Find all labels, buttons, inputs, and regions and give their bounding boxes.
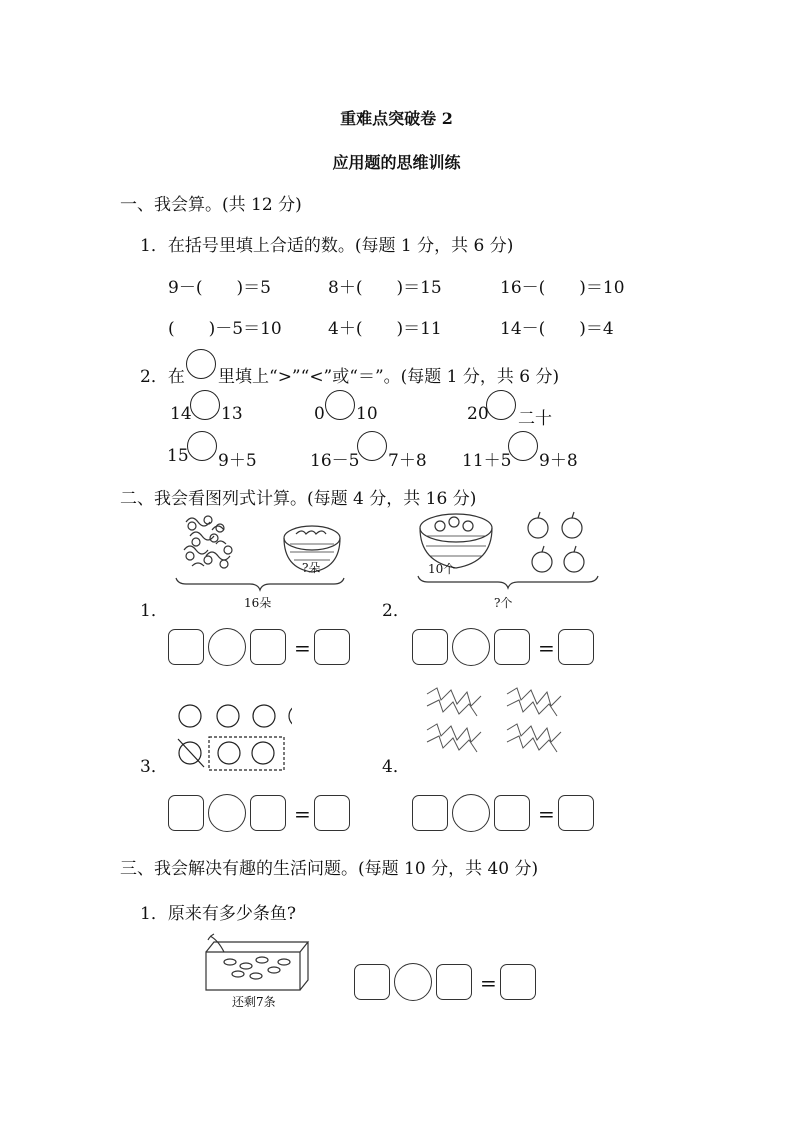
compare-circle[interactable] xyxy=(187,431,217,461)
problem-number: 1． xyxy=(140,601,168,621)
section-3-heading: 三、我会解决有趣的生活问题。(每题 10 分，共 40 分) xyxy=(120,859,539,879)
problem-number: 4． xyxy=(382,757,410,777)
question-1-prompt: 1．原来有多少条鱼? xyxy=(140,904,296,924)
apples-basket-picture xyxy=(414,506,599,606)
section-1-heading: 一、我会算。(共 12 分) xyxy=(120,195,302,215)
compare-left: 11＋5 xyxy=(462,451,512,471)
question-1-prompt: 1．在括号里填上合适的数。(每题 1 分，共 6 分) xyxy=(140,236,514,256)
result-box[interactable] xyxy=(558,629,594,665)
question-2-prompt-prefix: 2．在 xyxy=(140,367,185,387)
page-subtitle: 应用题的思维训练 xyxy=(332,153,461,172)
brace-label: 16朵 xyxy=(244,596,272,610)
section-2-heading: 二、我会看图列式计算。(每题 4 分，共 16 分) xyxy=(120,489,477,509)
fish-tank-picture xyxy=(200,930,310,996)
compare-left: 16－5 xyxy=(310,451,360,471)
compare-right: 二十 xyxy=(518,409,552,429)
compare-circle[interactable] xyxy=(508,431,538,461)
compare-left: 0 xyxy=(314,404,325,424)
problem-number: 2． xyxy=(382,601,410,621)
result-box[interactable] xyxy=(500,964,536,1000)
compare-left: 20 xyxy=(467,404,489,424)
answer-box[interactable] xyxy=(168,795,204,831)
operator-circle[interactable] xyxy=(452,628,490,666)
result-box[interactable] xyxy=(314,629,350,665)
brace-label: ?个 xyxy=(494,596,513,610)
equals-sign: = xyxy=(294,802,311,826)
answer-box[interactable] xyxy=(436,964,472,1000)
compare-circle[interactable] xyxy=(486,390,516,420)
compare-right: 9＋8 xyxy=(539,451,578,471)
answer-box[interactable] xyxy=(494,629,530,665)
equals-sign: = xyxy=(294,636,311,660)
fill-blank-item[interactable]: ( )－5＝10 xyxy=(168,319,282,339)
answer-box[interactable] xyxy=(250,795,286,831)
fill-blank-item[interactable]: 9－( )＝5 xyxy=(168,278,271,298)
compare-right: 13 xyxy=(221,404,243,424)
question-2-prompt-suffix: 里填上“>”“<”或“＝”。(每题 1 分，共 6 分) xyxy=(218,367,560,387)
result-box[interactable] xyxy=(558,795,594,831)
items-picture xyxy=(425,686,575,766)
crossed-circles-picture xyxy=(172,734,292,774)
compare-left: 15 xyxy=(167,446,189,466)
answer-box[interactable] xyxy=(412,629,448,665)
image-caption: 还剩7条 xyxy=(232,995,276,1009)
fill-blank-item[interactable]: 8＋( )＝15 xyxy=(328,278,442,298)
compare-circle-example xyxy=(186,349,216,379)
compare-right: 10 xyxy=(356,404,378,424)
problem-number: 3． xyxy=(140,757,168,777)
answer-box[interactable] xyxy=(354,964,390,1000)
fill-blank-item[interactable]: 16－( )＝10 xyxy=(500,278,625,298)
answer-box[interactable] xyxy=(412,795,448,831)
flowers-basket-picture xyxy=(172,508,352,608)
answer-box[interactable] xyxy=(494,795,530,831)
compare-circle[interactable] xyxy=(357,431,387,461)
compare-right: 7＋8 xyxy=(388,451,427,471)
operator-circle[interactable] xyxy=(208,628,246,666)
answer-box[interactable] xyxy=(168,629,204,665)
compare-circle[interactable] xyxy=(325,390,355,420)
compare-right: 9＋5 xyxy=(218,451,257,471)
compare-circle[interactable] xyxy=(190,390,220,420)
operator-circle[interactable] xyxy=(452,794,490,832)
equals-sign: = xyxy=(538,636,555,660)
operator-circle[interactable] xyxy=(394,963,432,1001)
equals-sign: = xyxy=(538,802,555,826)
page-title: 重难点突破卷 2 xyxy=(340,109,453,128)
answer-box[interactable] xyxy=(250,629,286,665)
equals-sign: = xyxy=(480,971,497,995)
fill-blank-item[interactable]: 4＋( )＝11 xyxy=(328,319,442,339)
operator-circle[interactable] xyxy=(208,794,246,832)
result-box[interactable] xyxy=(314,795,350,831)
basket-label: 10个 xyxy=(428,562,456,576)
basket-label: ?朵 xyxy=(302,561,321,575)
fill-blank-item[interactable]: 14－( )＝4 xyxy=(500,319,614,339)
compare-left: 14 xyxy=(170,404,192,424)
